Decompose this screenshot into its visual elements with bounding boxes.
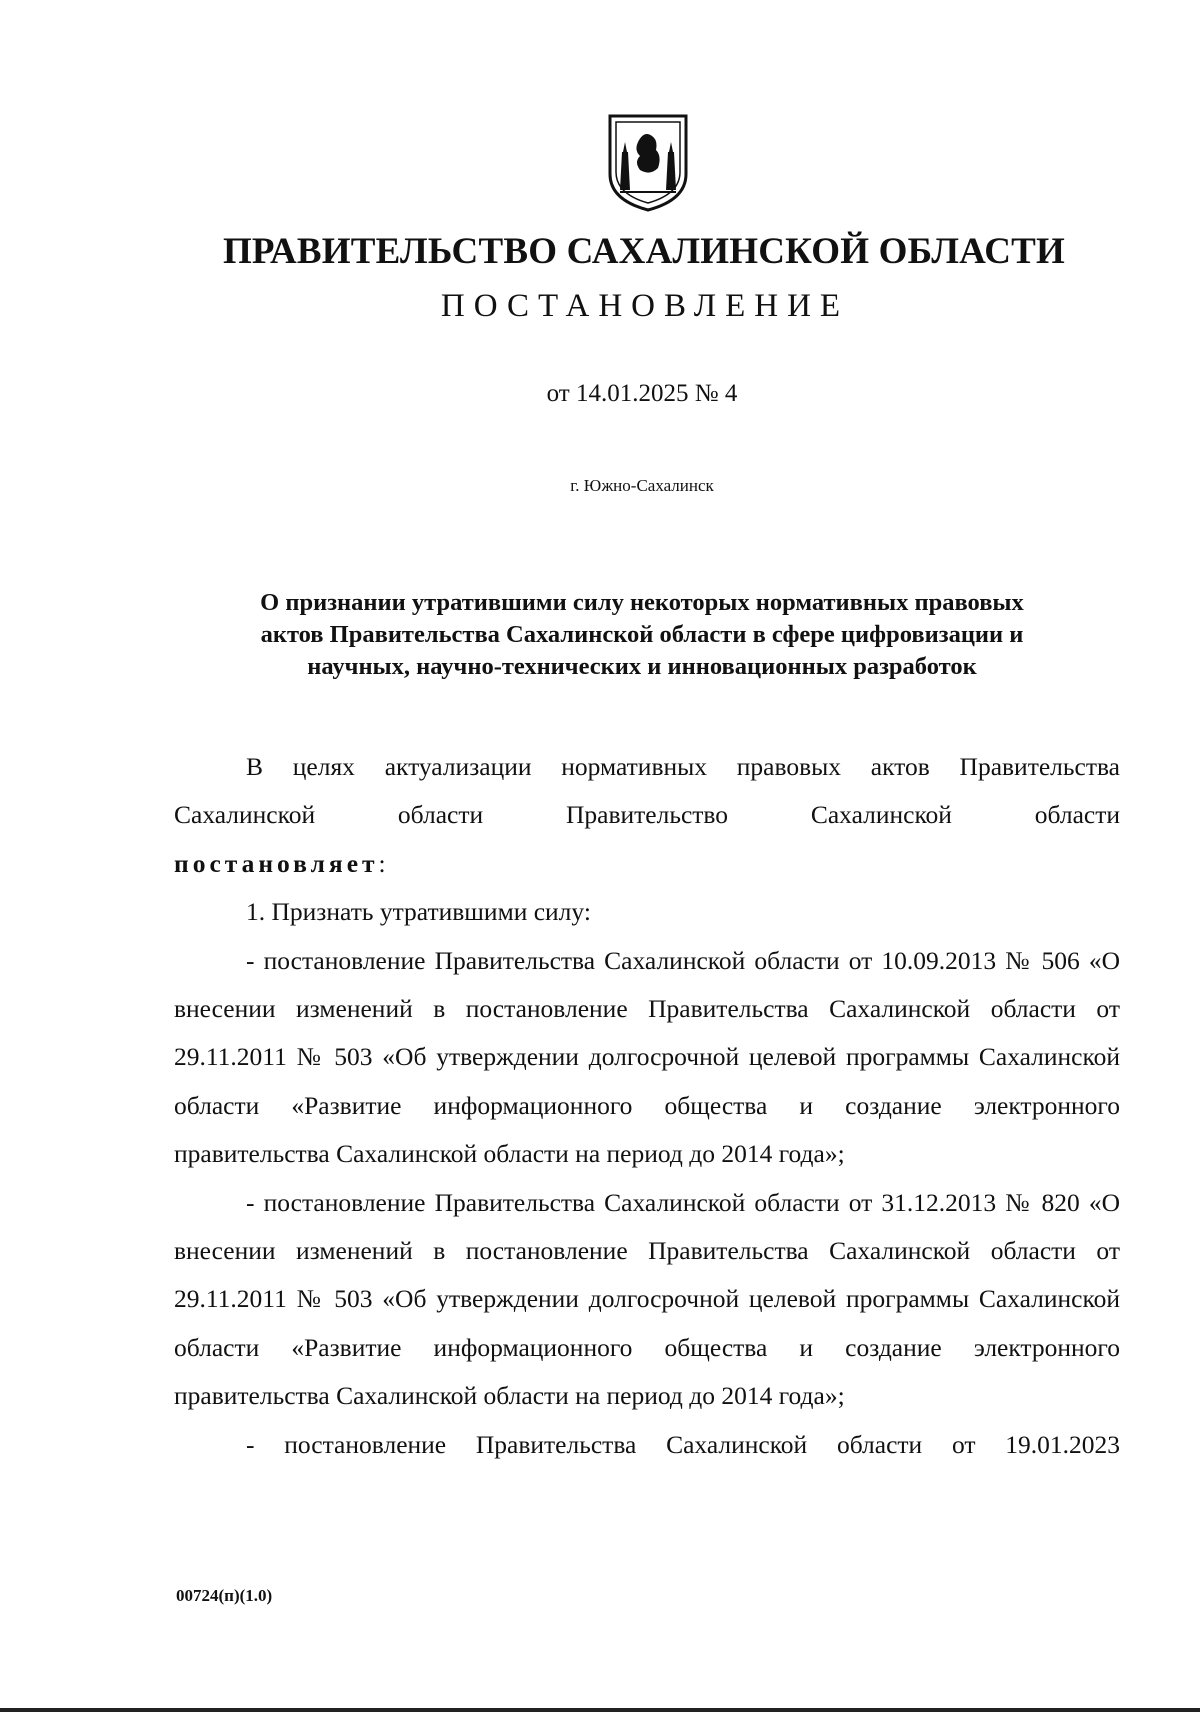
decree-colon: :: [378, 848, 386, 878]
document-code: 00724(п)(1.0): [176, 1586, 273, 1605]
document-date-number: от 14.01.2025 № 4: [546, 380, 738, 407]
decree-line: [174, 840, 1120, 888]
document-city: г. Южно-Сахалинск: [570, 476, 714, 495]
preamble-paragraph: В целях актуализации нормативных правовых актов Правительства Сахалинской области Правительство Сахалинской области: [174, 752, 1120, 830]
organization-title: ПРАВИТЕЛЬСТВО САХАЛИНСКОЙ ОБЛАСТИ: [222, 231, 1066, 272]
subject-line: О признании утратившими силу некоторых нормативных правовых: [260, 589, 1024, 616]
subject-line: научных, научно-технических и инновационных разработок: [307, 653, 977, 680]
page-edge-divider: [0, 1708, 1200, 1712]
sakhalin-coat-of-arms-icon: [600, 112, 696, 214]
decree-word: постановляет: [174, 848, 379, 878]
subject-line: актов Правительства Сахалинской области в сфере цифровизации и: [260, 621, 1024, 648]
list-item: - постановление Правительства Сахалинской области от 31.12.2013 № 820 «О внесении изменений в постановление Правительства Сахалинской области от 29.11.2011 № 503 «Об утверждении долгосрочной целевой программы Сахалинской области «Развитие информационного общества и создание электронного правительства Сахалинской области на период до 2014 года»;: [174, 1187, 1120, 1411]
document-subject: [200, 587, 1084, 683]
document-type-heading: ПОСТАНОВЛЕНИЕ: [440, 288, 850, 324]
list-item: - постановление Правительства Сахалинской области от 10.09.2013 № 506 «О внесении изменений в постановление Правительства Сахалинской области от 29.11.2011 № 503 «Об утверждении долгосрочной целевой программы Сахалинской области «Развитие информационного общества и создание электронного правительства Сахалинской области на период до 2014 года»;: [174, 945, 1120, 1169]
item-paragraph: 1. Признать утратившими силу:: [246, 897, 591, 927]
document-body: [174, 743, 1120, 1469]
list-item: - постановление Правительства Сахалинской области от 19.01.2023: [246, 1429, 1120, 1459]
